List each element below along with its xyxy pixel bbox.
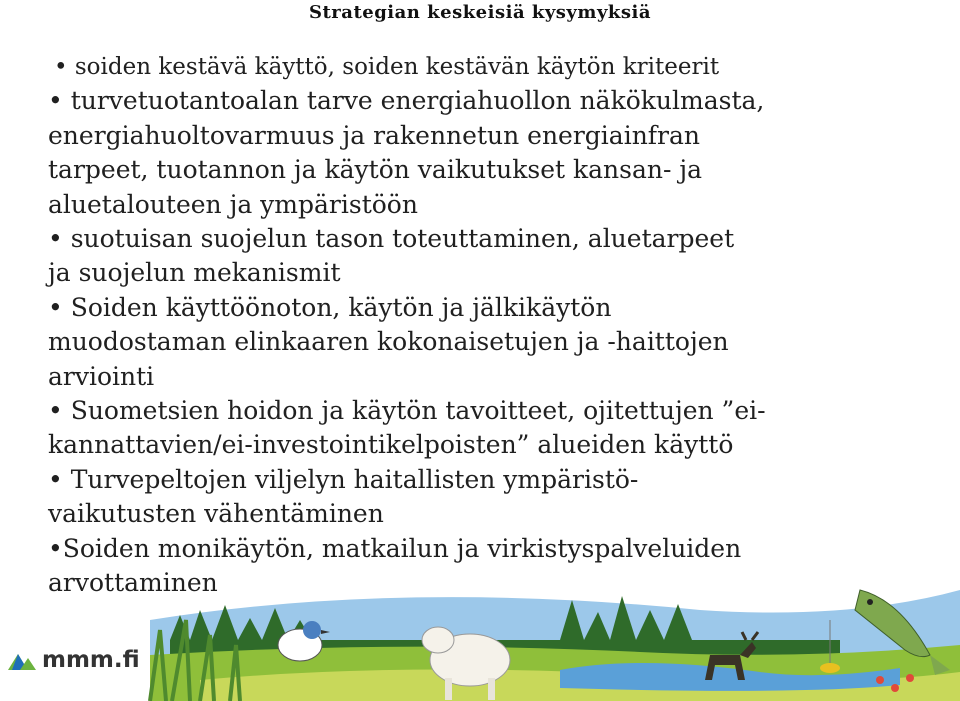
- text-line: energiahuoltovarmuus ja rakennetun energiainfran: [48, 120, 701, 150]
- slide-title: Strategian keskeisiä kysymyksiä: [308, 2, 652, 23]
- text-line: vaikutusten vähentäminen: [48, 499, 384, 529]
- nature-illustration: [0, 560, 960, 701]
- slide-body: [48, 50, 908, 601]
- bullet-line: • soiden kestävä käyttö, soiden kestävän käytön kriteerit: [54, 54, 720, 80]
- bullet-line: • Soiden käyttöönoton, käytön ja jälkikäytön: [48, 292, 612, 322]
- text-line: kannattavien/ei-investointikelpoisten” alueiden käyttö: [48, 430, 734, 460]
- text-line: arviointi: [48, 361, 155, 391]
- mmm-logo-icon: [6, 648, 38, 672]
- bullet-line: • Suometsien hoidon ja käytön tavoitteet, ojitettujen ”ei-: [48, 396, 766, 426]
- text-line: muodostaman elinkaaren kokonaisetujen ja -haittojen: [48, 327, 729, 357]
- text-line: arvottaminen: [48, 568, 218, 598]
- text-line: aluetalouteen ja ympäristöön: [48, 189, 418, 219]
- bullet-line: • suotuisan suojelun tason toteuttaminen, aluetarpeet: [48, 224, 735, 254]
- bullet-line: • turvetuotantoalan tarve energiahuollon näkökulmasta,: [48, 86, 765, 116]
- logo-text: mmm.fi: [42, 647, 140, 673]
- bullet-line: • Turvepeltojen viljelyn haitallisten ympäristö-: [48, 464, 639, 494]
- text-line: ja suojelun mekanismit: [48, 258, 341, 288]
- text-line: tarpeet, tuotannon ja käytön vaikutukset kansan- ja: [48, 155, 703, 185]
- mmm-logo[interactable]: [6, 640, 140, 680]
- bullet-line: •Soiden monikäytön, matkailun ja virkistyspalveluiden: [48, 533, 742, 563]
